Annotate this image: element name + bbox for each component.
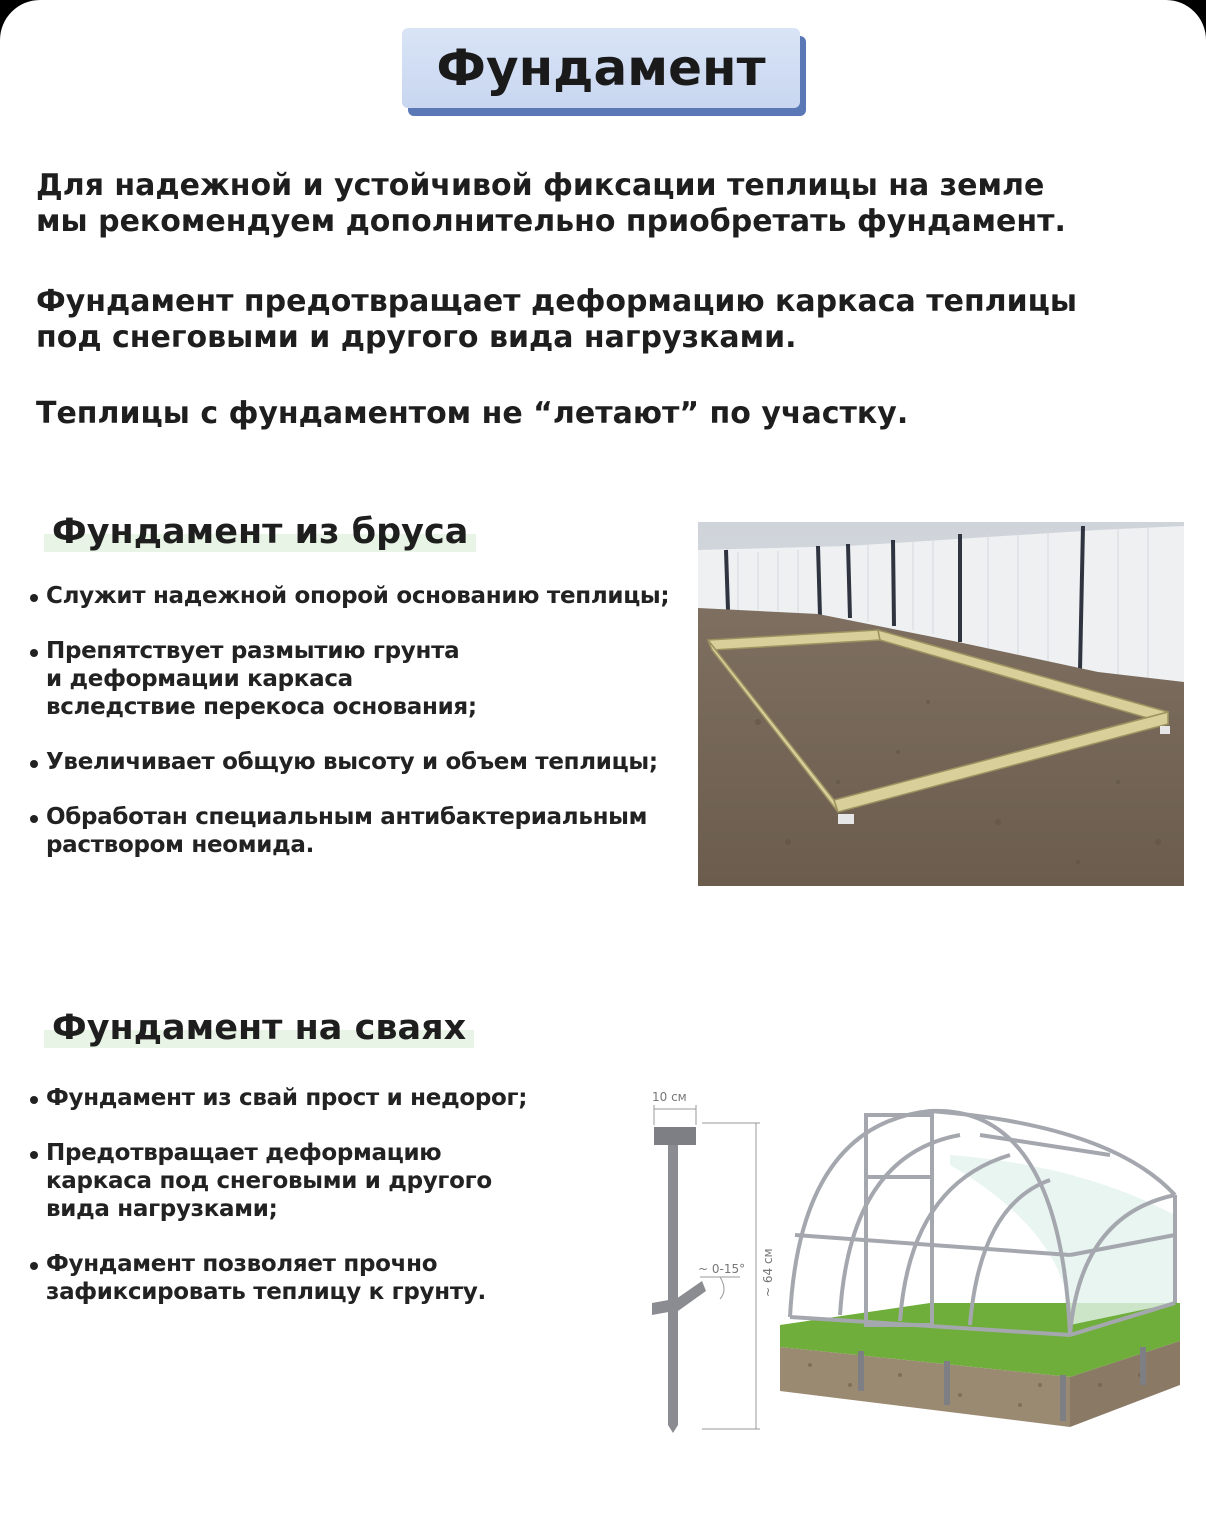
bullet-line: Увеличивает общую высоту и объем теплицы; bbox=[46, 749, 658, 775]
intro-line: Теплицы с фундаментом не “летают” по участку. bbox=[36, 396, 909, 431]
bullet-line: Предотвращает деформацию bbox=[46, 1140, 442, 1166]
section-title-timber: Фундамент из бруса bbox=[44, 512, 476, 552]
list-item bbox=[28, 803, 669, 859]
bullet-line: каркаса под снеговыми и другого bbox=[46, 1168, 492, 1194]
list-item bbox=[28, 748, 669, 776]
intro-paragraph-1 bbox=[36, 168, 1176, 240]
pile-icon bbox=[652, 1127, 706, 1433]
bullet-line: вида нагрузками; bbox=[46, 1196, 278, 1222]
bullet-line: Обработан специальным антибактериальным bbox=[46, 804, 648, 830]
pile-width-label: 10 см bbox=[652, 1090, 687, 1104]
bullet-line: вследствие перекоса основания; bbox=[46, 694, 477, 720]
intro-line: под снеговыми и другого вида нагрузками. bbox=[36, 320, 797, 355]
list-item bbox=[28, 1084, 527, 1112]
bullet-line: Фундамент позволяет прочно bbox=[46, 1251, 438, 1277]
bullet-icon bbox=[30, 594, 38, 602]
pile-and-greenhouse-illustration bbox=[640, 1085, 1190, 1435]
intro-paragraph-2 bbox=[36, 284, 1176, 356]
bullet-icon bbox=[30, 760, 38, 768]
intro-paragraph-3 bbox=[36, 396, 1176, 432]
pile-height-label: ~ 64 см bbox=[761, 1248, 775, 1297]
bullet-line: зафиксировать теплицу к грунту. bbox=[46, 1279, 486, 1305]
list-item bbox=[28, 637, 669, 721]
bullet-icon bbox=[30, 1096, 38, 1104]
bullet-icon bbox=[30, 649, 38, 657]
section-title-piles: Фундамент на сваях bbox=[44, 1008, 474, 1048]
intro-line: Фундамент предотвращает деформацию каркаса теплицы bbox=[36, 284, 1078, 319]
list-item bbox=[28, 1250, 527, 1306]
bullet-line: Препятствует размытию грунта bbox=[46, 638, 460, 664]
bullet-icon bbox=[30, 1151, 38, 1159]
title-banner bbox=[402, 28, 806, 116]
bullet-icon bbox=[30, 815, 38, 823]
bullet-line: Фундамент из свай прост и недорог; bbox=[46, 1085, 528, 1111]
list-item bbox=[28, 1139, 527, 1223]
bullet-line: Служит надежной опорой основанию теплицы; bbox=[46, 583, 670, 609]
intro-line: мы рекомендуем дополнительно приобретать фундамент. bbox=[36, 204, 1066, 239]
greenhouse-icon bbox=[780, 1111, 1180, 1427]
intro-line: Для надежной и устойчивой фиксации теплицы на земле bbox=[36, 168, 1045, 203]
timber-frame-illustration bbox=[698, 522, 1184, 886]
pile-diagram bbox=[640, 1085, 1190, 1435]
piles-bullet-list bbox=[28, 1084, 527, 1306]
bullet-line: раствором неомида. bbox=[46, 832, 315, 858]
bullet-icon bbox=[30, 1262, 38, 1270]
list-item bbox=[28, 582, 669, 610]
timber-foundation-photo bbox=[698, 522, 1184, 886]
timber-bullet-list bbox=[28, 582, 669, 859]
bullet-line: и деформации каркаса bbox=[46, 666, 353, 692]
pile-angle-label: ~ 0-15° bbox=[698, 1262, 746, 1276]
page-title: Фундамент bbox=[402, 28, 800, 108]
